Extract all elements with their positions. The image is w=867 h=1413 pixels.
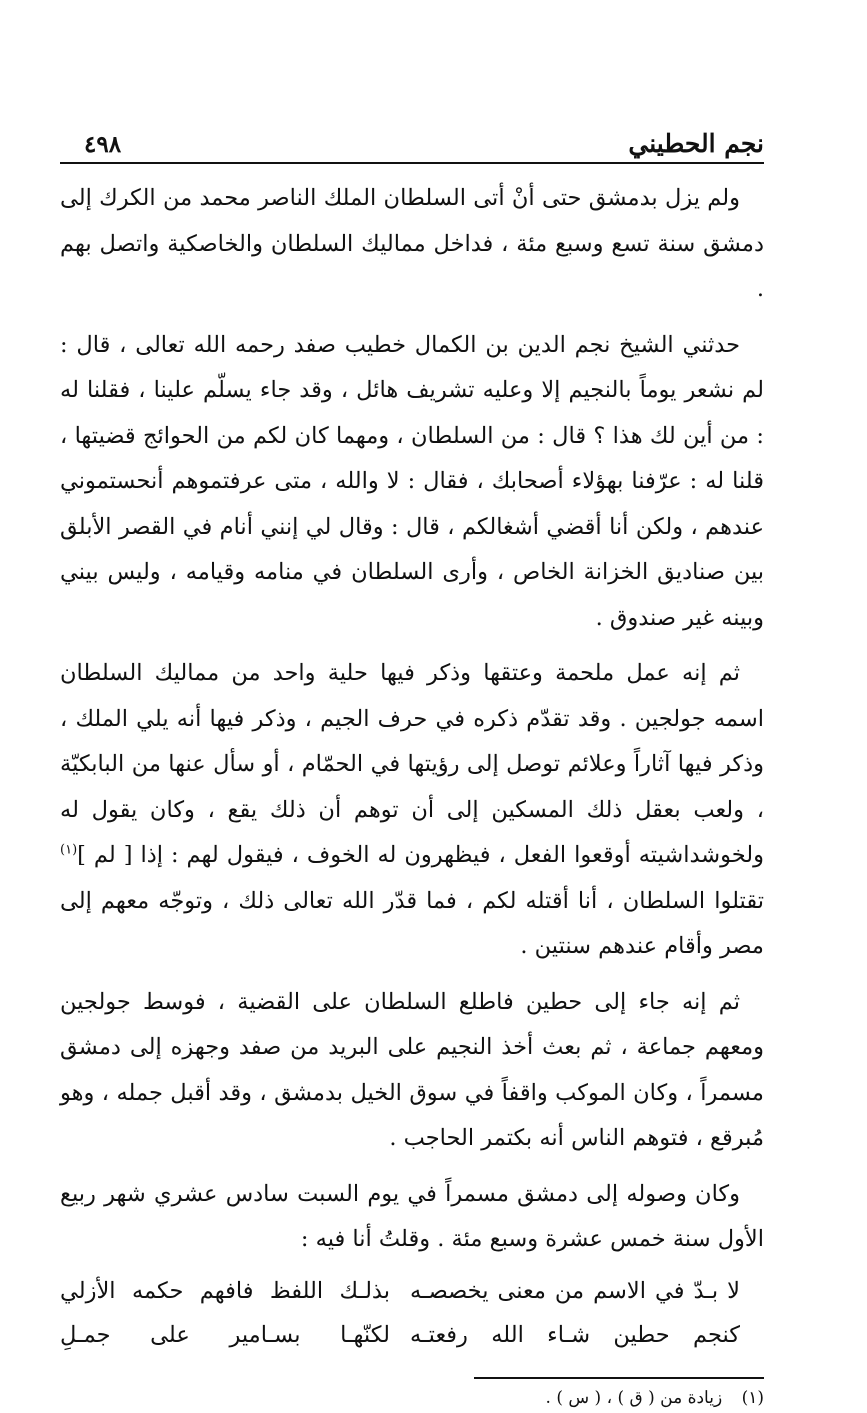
paragraph-2: حدثني الشيخ نجم الدين بن الكمال خطيب صفد رحمه الله تعالى ، قال : لم نشعر يوماً بالنجيم إلا وعليه تشريف هائل ، وقد جاء يسلّم علينا ، فقلنا له : من أين لك هذا ؟ قال : من السلطان ، ومهما كان لكم من الحوائج قضيتها ، قلنا له : عرّفنا بهؤلاء أصحابك ، فقال : لا والله ، متى عرفتموهم أنحستموني عندهم ، ولكن أنا أقضي أشغالكم ، قال : وقال لي إنني أنام في القصر الأبلق بين صناديق الخزانة الخاص ، وأرى السلطان في منامه وقيامه ، وليس بيني وبينه غير صندوق . xyxy=(60,331,764,631)
running-title: نجم الحطيني xyxy=(628,129,764,158)
paragraph-4: ثم إنه جاء إلى حطين فاطلع السلطان على القضية ، فوسط جولجين ومعهم جماعة ، ثم بعث أخذ النجيم على البريد من صفد وجهزه إلى دمشق مسمراً ، وكان الموكب واقفاً في سوق الخيل بدمشق ، وقد أقبل جمله ، وهو مُبرقع ، فتوهم الناس أنه بكتمر الحاجب . xyxy=(60,988,764,1151)
verse-line xyxy=(60,1269,764,1313)
footnote-reference: (١) xyxy=(60,842,78,858)
verse-second-hemistich: بذلـك اللفظ فافهم حكمه الأزلي xyxy=(60,1277,390,1304)
verse-second-hemistich: لكنّهـا بسـامير على جمـلِ xyxy=(60,1321,390,1348)
paragraph-3-text: ثم إنه عمل ملحمة وعتقها وذكر فيها حلية واحد من مماليك السلطان اسمه جولجين . وقد تقدّم ذكره في حرف الجيم ، وذكر فيها أنه يلي الملك ، وذكر فيها آثاراً وعلائم توصل إلى رؤيتها في الحمّام ، أو سأل عنها من البابكيّة ، ولعب بعقل ذلك المسكين إلى أن توهم أن ذلك يقع ، وكان يقول له ولخوشداشيته أوقعوا الفعل ، فيظهرون له الخوف ، فيقول لهم : إذا [ لم ] xyxy=(60,660,764,868)
footnote xyxy=(60,1383,764,1413)
paragraph-3 xyxy=(60,651,764,970)
poem-verses xyxy=(60,1269,764,1357)
page-number: ٤٩٨ xyxy=(84,131,122,158)
paragraph-3-tail: تقتلوا السلطان ، أنا أقتله لكم ، فما قدّر الله تعالى ذلك ، وتوجّه معهم إلى مصر وأقام عندهم سنتين . xyxy=(60,887,764,959)
paragraph-1: ولم يزل بدمشق حتى أنْ أتى السلطان الملك الناصر محمد من الكرك إلى دمشق سنة تسع وسبع مئة ، فداخل مماليك السلطان والخاصكية واتصل بهم . xyxy=(60,185,764,302)
footnote-text: زيادة من ( ق ) ، ( س ) . xyxy=(545,1387,723,1408)
book-page xyxy=(60,118,764,1413)
running-head xyxy=(60,118,764,164)
verse-first-hemistich: كنجم حطين شـاء الله رفعتـه xyxy=(410,1321,740,1348)
body-text xyxy=(60,176,764,1263)
verse-line xyxy=(60,1313,764,1357)
footnote-marker: (١) xyxy=(741,1387,764,1408)
footnote-divider xyxy=(474,1377,764,1379)
paragraph-5: وكان وصوله إلى دمشق مسمراً في يوم السبت سادس عشري شهر ربيع الأول سنة خمس عشرة وسبع مئة . وقلتُ أنا فيه : xyxy=(60,1180,764,1252)
verse-first-hemistich: لا بـدّ في الاسم من معنى يخصصـه xyxy=(410,1277,740,1304)
